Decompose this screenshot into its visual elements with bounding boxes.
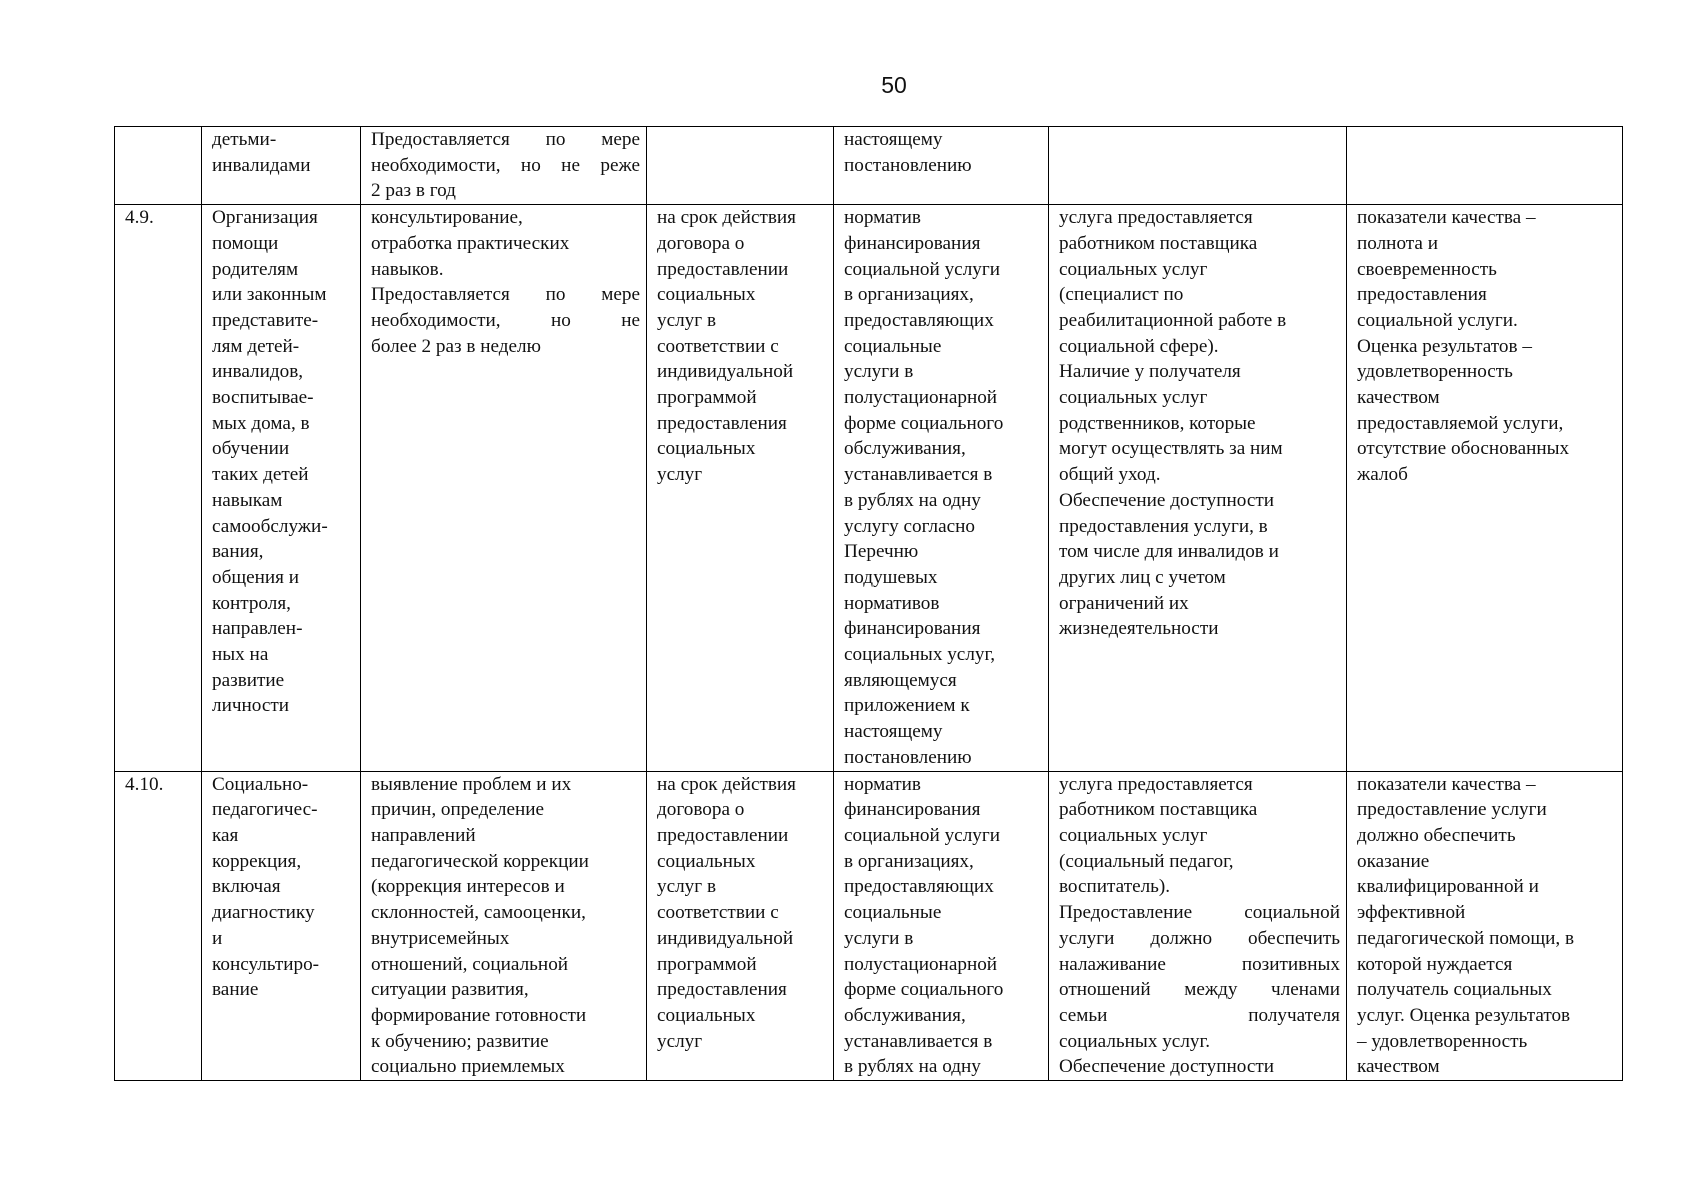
text-line: предоставлении [657,824,789,846]
cell-service-name [202,205,361,771]
row-number: 4.9. [125,207,154,229]
text-line: постановлению [844,746,972,768]
text-line: предоставления [657,979,787,1001]
text-line: таких детей [212,464,309,486]
text-line: и [212,927,223,949]
text-line: предоставлении [657,258,789,280]
text-line: к обучению; развитие [371,1030,549,1052]
text-line: настоящему [844,129,943,150]
text-line: качеством [1357,1056,1440,1078]
text-line: полнота и [1357,232,1438,254]
text-line: форме социального [844,979,1004,1001]
text-line: могут осуществлять за ним [1059,438,1283,460]
text-line: подушевых [844,566,938,588]
text-line: Перечню [844,541,919,563]
text-line: социальных [657,850,756,872]
text-line: услуг в [657,309,717,331]
text-line: предоставления услуги, в [1059,515,1268,537]
text-line: – удовлетворенность [1357,1030,1528,1052]
text-line: коррекция, [212,850,302,872]
text-line: общения и [212,566,300,588]
text-line: Предоставляется по мере [371,129,640,150]
text-line: навыкам [212,489,283,511]
text-line: социальные [844,902,942,924]
text-line: Обеспечение доступности [1059,1056,1275,1078]
text-line: самообслужи- [212,515,328,537]
text-line: консультирование, [371,207,523,229]
text-line: предоставляющих [844,309,994,331]
text-line: услуг в [657,876,717,898]
text-line: других лиц с учетом [1059,566,1226,588]
text-line: родственников, которые [1059,412,1256,434]
text-line: в организациях, [844,284,974,306]
text-line: финансирования [844,799,981,821]
text-line: в рублях на одну [844,1056,981,1078]
text-line: вания, [212,541,264,563]
cell-conditions [1049,127,1347,205]
cell-number [115,205,202,771]
text-line: предоставления [1357,284,1487,306]
text-line: (социальный педагог, [1059,850,1234,872]
text-line: том числе для инвалидов и [1059,541,1279,563]
text-line: социальных услуг [1059,258,1208,280]
text-line: индивидуальной [657,361,794,383]
text-line: предоставляемой услуги, [1357,412,1564,434]
text-line: нормативов [844,592,940,614]
text-line: (специалист по [1059,284,1184,306]
text-line: услуга предоставляется [1059,207,1253,229]
cell-term [647,205,834,771]
text-line: финансирования [844,232,981,254]
text-line: финансирования [844,618,981,640]
text-line: социальной услуги [844,824,1001,846]
text-line: программой [657,387,757,409]
text-line: предоставление услуги [1357,799,1547,821]
text-line: обслуживания, [844,1004,966,1026]
text-line: Социально- [212,773,309,795]
text-line: причин, определение [371,799,545,821]
text-line: жизнедеятельности [1059,618,1219,640]
text-line: направлений [371,824,476,846]
text-line: постановлению [844,154,972,176]
text-line: необходимости, но не [371,309,640,331]
text-line: работником поставщика [1059,232,1258,254]
text-line: помощи [212,232,279,254]
text-line: Предоставление социальной [1059,902,1340,924]
text-line: индивидуальной [657,927,794,949]
text-line: Наличие у получателя [1059,361,1241,383]
text-line: которой нуждается [1357,953,1513,975]
text-line: услуга предоставляется [1059,773,1253,795]
text-line: устанавливается в [844,464,993,486]
text-line: ситуации развития, [371,979,529,1001]
text-line: кая [212,824,239,846]
text-line: услуги в [844,361,914,383]
text-line: социальной сфере). [1059,335,1219,357]
text-line: выявление проблем и их [371,773,572,795]
text-line: контроля, [212,592,291,614]
text-line: воспитывае- [212,387,314,409]
text-line: личности [212,695,290,717]
text-line: Предоставляется по мере [371,284,640,306]
text-line: услугу согласно [844,515,976,537]
text-line: включая [212,876,281,898]
text-line: услуг. Оценка результатов [1357,1004,1571,1026]
cell-conditions [1049,205,1347,771]
text-line: в рублях на одну [844,489,981,511]
cell-service-name [202,127,361,205]
text-line: полустационарной [844,953,998,975]
text-line: более 2 раз в неделю [371,335,541,357]
text-line: развитие [212,669,285,691]
text-line: социально приемлемых [371,1056,565,1078]
text-line: соответствии с [657,902,779,924]
text-line: показатели качества – [1357,207,1536,229]
text-line: необходимости, но не реже [371,154,640,176]
table-body [115,127,1623,1081]
text-line: склонностей, самооценки, [371,902,586,924]
text-line: показатели качества – [1357,773,1536,795]
text-line: ограничений их [1059,592,1189,614]
text-line: приложением к [844,695,970,717]
text-line: полустационарной [844,387,998,409]
text-line: воспитатель). [1059,876,1171,898]
text-line: обслуживания, [844,438,966,460]
cell-conditions [1049,771,1347,1080]
text-line: педагогической коррекции [371,850,589,872]
table-row [115,205,1623,771]
table-row [115,771,1623,1080]
text-line: услуг [657,464,703,486]
text-line: консультиро- [212,953,320,975]
text-line: квалифицированной и [1357,876,1539,898]
text-line: отработка практических [371,232,570,254]
text-line: общий уход. [1059,464,1161,486]
text-line: договора о [657,799,745,821]
cell-quality [1347,771,1623,1080]
text-line: реабилитационной работе в [1059,309,1287,331]
services-table [114,126,1623,1081]
cell-financing-norm [834,771,1049,1080]
text-line: Организация [212,207,318,229]
text-line: или законным [212,284,327,306]
text-line: работником поставщика [1059,799,1258,821]
text-line: семьи получателя [1059,1004,1340,1026]
text-line: предоставления [657,412,787,434]
text-line: социальных [657,1004,756,1026]
cell-number [115,127,202,205]
text-line: социальные [844,335,942,357]
cell-service-description [361,127,647,205]
text-line: социальных услуг. [1059,1030,1210,1052]
text-line: на срок действия [657,207,797,229]
row-number: 4.10. [125,773,164,795]
text-line: должно обеспечить [1357,824,1516,846]
text-line: детьми- [212,129,277,150]
text-line: вание [212,979,259,1001]
text-line: педагогической помощи, в [1357,927,1575,949]
text-line: социальных [657,438,756,460]
text-line: инвалидов, [212,361,304,383]
cell-quality [1347,205,1623,771]
text-line: отсутствие обоснованных [1357,438,1570,460]
text-line: инвалидами [212,154,311,176]
text-line: услуги в [844,927,914,949]
text-line: качеством [1357,387,1440,409]
cell-quality [1347,127,1623,205]
text-line: норматив [844,207,921,229]
text-line: своевременность [1357,258,1497,280]
text-line: диагностику [212,902,315,924]
text-line: форме социального [844,412,1004,434]
cell-financing-norm [834,205,1049,771]
text-line: (коррекция интересов и [371,876,565,898]
text-line: оказание [1357,850,1430,872]
cell-service-description [361,771,647,1080]
text-line: на срок действия [657,773,797,795]
text-line: эффективной [1357,902,1466,924]
cell-term [647,771,834,1080]
text-line: отношений, социальной [371,953,569,975]
text-line: обучении [212,438,290,460]
text-line: мых дома, в [212,412,310,434]
table-row [115,127,1623,205]
cell-financing-norm [834,127,1049,205]
text-line: Обеспечение доступности [1059,489,1275,511]
cell-number [115,771,202,1080]
text-line: представите- [212,309,319,331]
text-line: услуги должно обеспечить [1059,927,1340,949]
text-line: педагогичес- [212,799,318,821]
text-line: Оценка результатов – [1357,335,1532,357]
text-line: удовлетворенность [1357,361,1513,383]
cell-service-description [361,205,647,771]
page-number: 50 [881,72,907,98]
text-line: социальных услуг, [844,644,995,666]
text-line: социальной услуги [844,258,1001,280]
text-line: социальных услуг [1059,387,1208,409]
text-line: родителям [212,258,299,280]
text-line: формирование готовности [371,1004,587,1026]
cell-service-name [202,771,361,1080]
text-line: отношений между членами [1059,979,1340,1001]
text-line: ных на [212,644,269,666]
text-line: норматив [844,773,921,795]
text-line: услуг [657,1030,703,1052]
cell-term [647,127,834,205]
text-line: налаживание позитивных [1059,953,1340,975]
text-line: социальной услуги. [1357,309,1518,331]
text-line: направлен- [212,618,303,640]
text-line: предоставляющих [844,876,994,898]
text-line: социальных [657,284,756,306]
text-line: договора о [657,232,745,254]
text-line: внутрисемейных [371,927,510,949]
text-line: в организациях, [844,850,974,872]
text-line: программой [657,953,757,975]
text-line: лям детей- [212,335,300,357]
text-line: настоящему [844,721,943,743]
text-line: социальных услуг [1059,824,1208,846]
text-line: получатель социальных [1357,979,1552,1001]
text-line: являющемуся [844,669,957,691]
text-line: 2 раз в год [371,180,456,202]
text-line: навыков. [371,258,444,280]
text-line: устанавливается в [844,1030,993,1052]
text-line: жалоб [1357,464,1408,486]
text-line: соответствии с [657,335,779,357]
